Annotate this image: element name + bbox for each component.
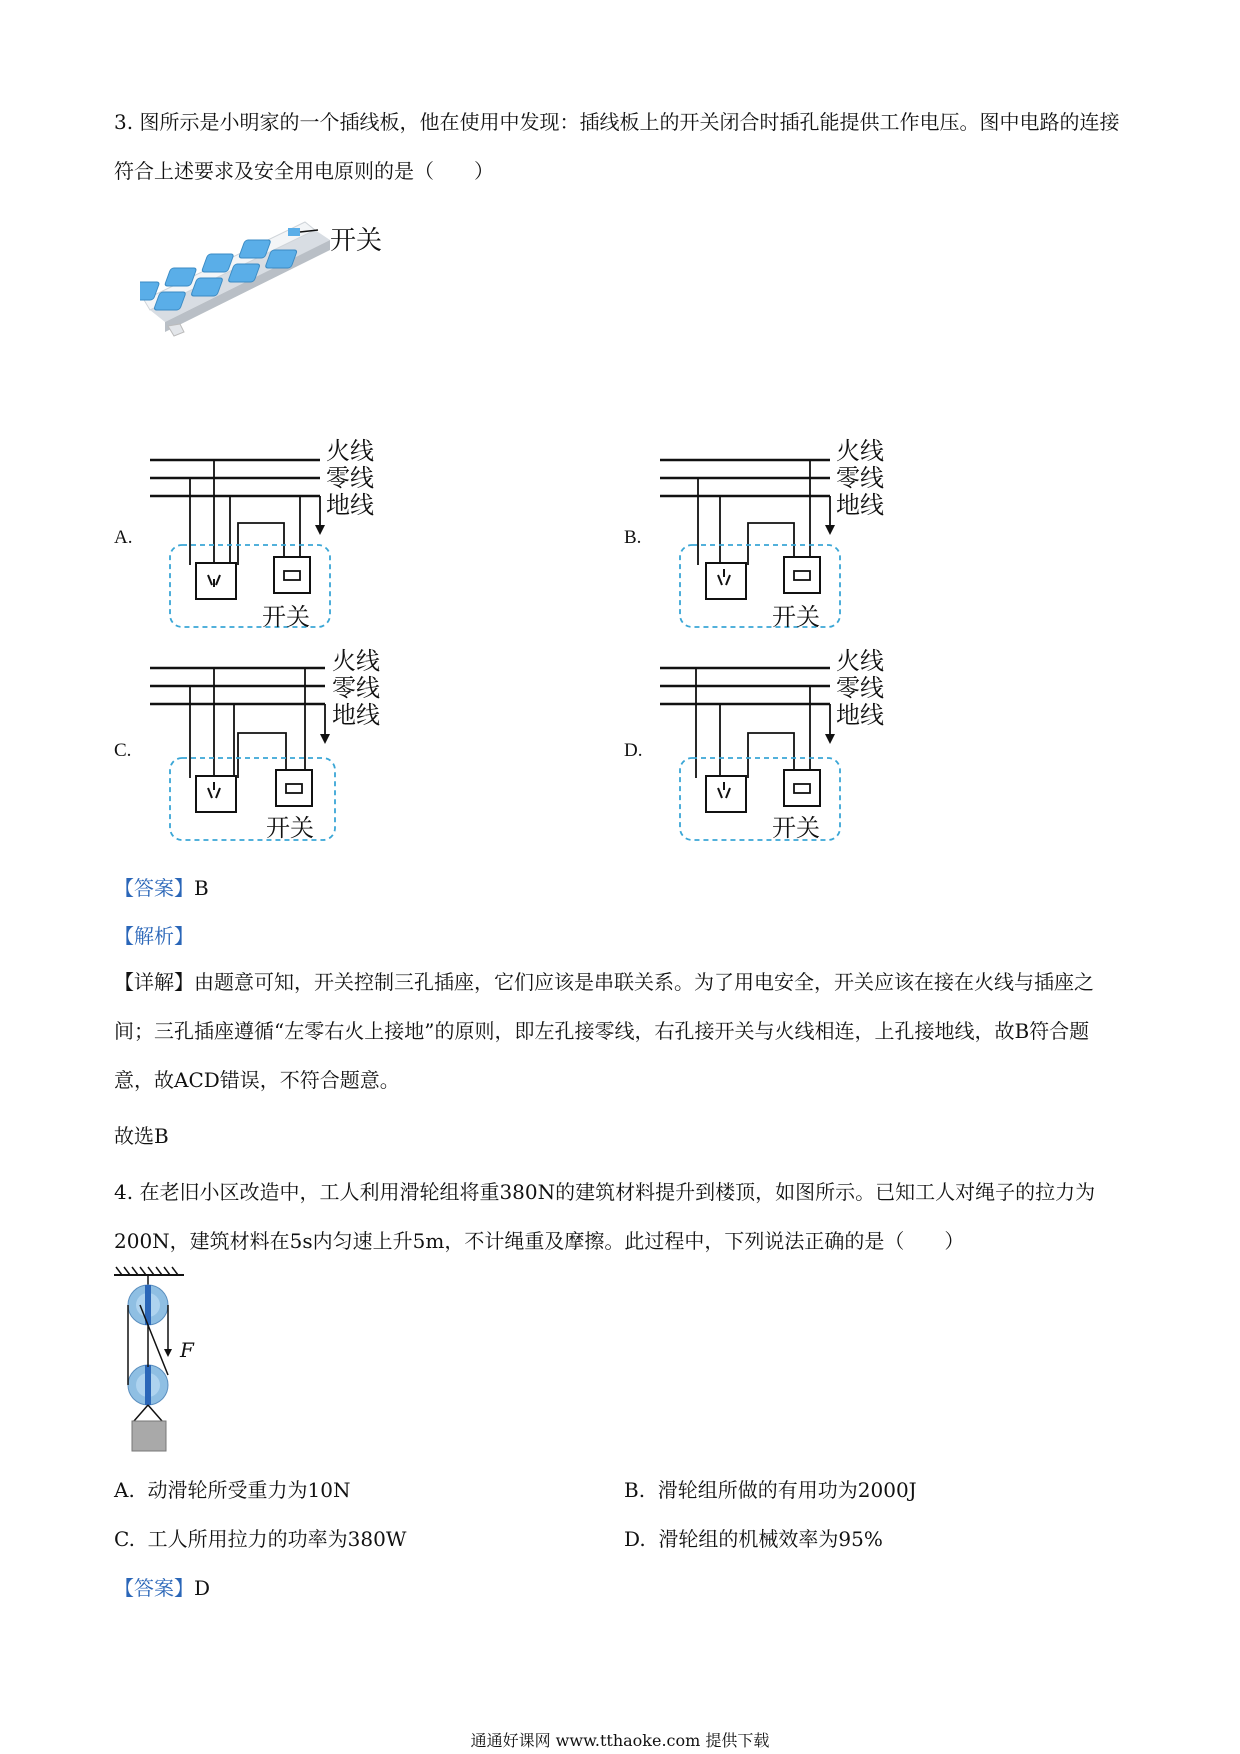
circuit-d-switch-label: 开关 xyxy=(772,814,820,842)
answer-bracket: 【答案】 xyxy=(114,1576,194,1600)
q3-option-a-label: A. xyxy=(114,527,133,548)
q3-question-text: 3. 图所示是小明家的一个插线板，他在使用中发现：插线板上的开关闭合时插孔能提供工作电压。图中电路的连接符合上述要求及安全用电原则的是（ ） xyxy=(114,110,1120,183)
q3-option-d-label: D. xyxy=(624,740,643,761)
circuit-b-switch-label: 开关 xyxy=(772,603,820,631)
pulley-diagram xyxy=(110,1265,220,1460)
q3-detail xyxy=(114,958,1124,1105)
page-footer: 通通好课网 www.tthaoke.com 提供下载 xyxy=(470,1731,770,1750)
circuit-c-wire-labels xyxy=(332,648,380,729)
circuit-a-switch-label: 开关 xyxy=(262,603,310,631)
q3-option-b-label: B. xyxy=(624,527,642,548)
live-wire-label: 火线 xyxy=(326,437,374,465)
circuit-a-wire-labels xyxy=(326,438,374,519)
q4-option-c xyxy=(114,1523,406,1552)
q3-conclusion: 故选B xyxy=(114,1124,169,1148)
option-text: 动滑轮所受重力为10N xyxy=(147,1478,351,1502)
q4-option-a xyxy=(114,1474,350,1503)
analysis-bracket: 【解析】 xyxy=(114,924,194,948)
option-text: 工人所用拉力的功率为380W xyxy=(147,1527,407,1551)
detail-label: 【详解】 xyxy=(114,970,194,994)
force-label: F xyxy=(180,1338,194,1362)
live-wire-label: 火线 xyxy=(836,647,884,675)
neutral-wire-label: 零线 xyxy=(332,674,380,702)
neutral-wire-label: 零线 xyxy=(326,464,374,492)
q4-answer xyxy=(114,1572,210,1601)
q3-answer-value: B xyxy=(194,876,209,900)
circuit-d-wire-labels xyxy=(836,648,884,729)
q4-option-d xyxy=(624,1523,883,1552)
circuit-c-switch-label: 开关 xyxy=(266,814,314,842)
ground-wire-label: 地线 xyxy=(326,491,374,519)
neutral-wire-label: 零线 xyxy=(836,674,884,702)
option-text: 滑轮组所做的有用功为2000J xyxy=(657,1478,917,1502)
answer-bracket: 【答案】 xyxy=(114,876,194,900)
option-label: A. xyxy=(114,1478,135,1502)
detail-text: 由题意可知，开关控制三孔插座，它们应该是串联关系。为了用电安全，开关应该在接在火线与插座之间；三孔插座遵循“左零右火上接地”的原则，即左孔接零线，右孔接开关与火线相连，上孔接地线，故B符合题意，故ACD错误，不符合题意。 xyxy=(114,970,1094,1092)
option-label: B. xyxy=(624,1478,646,1502)
circuit-b-wire-labels xyxy=(836,438,884,519)
ground-wire-label: 地线 xyxy=(836,491,884,519)
option-label: D. xyxy=(624,1527,646,1551)
q3-analysis-label xyxy=(114,920,194,949)
neutral-wire-label: 零线 xyxy=(836,464,884,492)
live-wire-label: 火线 xyxy=(332,647,380,675)
q3-option-c-label: C. xyxy=(114,740,132,761)
ground-wire-label: 地线 xyxy=(332,701,380,729)
option-text: 滑轮组的机械效率为95% xyxy=(658,1527,883,1551)
ground-wire-label: 地线 xyxy=(836,701,884,729)
option-label: C. xyxy=(114,1527,135,1551)
q4-option-b xyxy=(624,1474,917,1503)
q3-answer xyxy=(114,872,209,901)
power-strip-switch-label: 开关 xyxy=(330,226,383,256)
q4-answer-value: D xyxy=(194,1576,211,1600)
q4-question-text: 4. 在老旧小区改造中，工人利用滑轮组将重380N的建筑材料提升到楼顶，如图所示。已知工人对绳子的拉力为200N，建筑材料在5s内匀速上升5m，不计绳重及摩擦。此过程中，下列说法正确的是（ ） xyxy=(114,1180,1096,1253)
live-wire-label: 火线 xyxy=(836,437,884,465)
